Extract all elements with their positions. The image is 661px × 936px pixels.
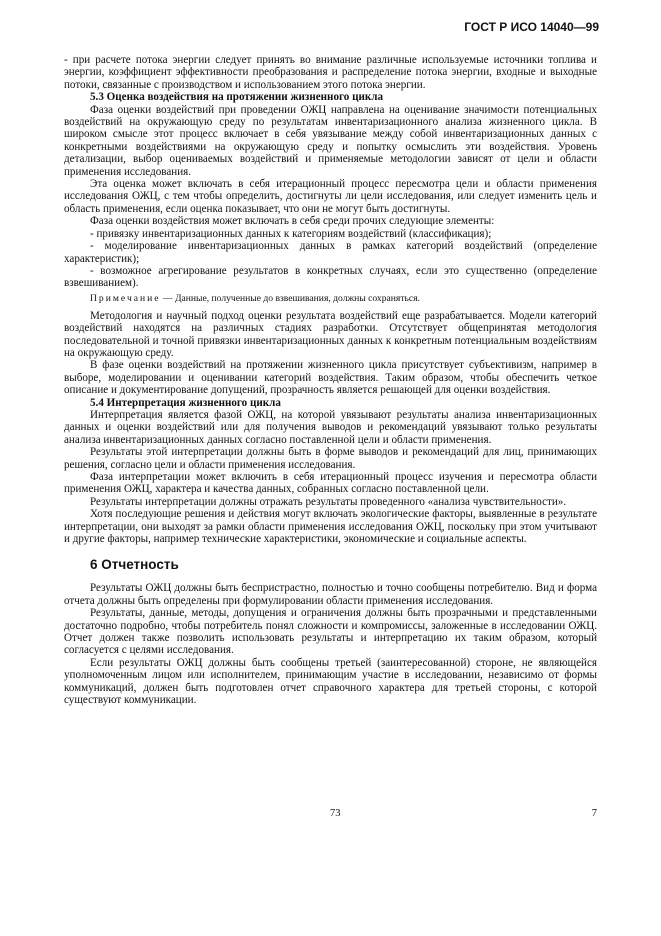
list-item: - привязку инвентаризационных данных к категориям воздействий (классификация); [90,227,492,240]
note-text: — Данные, полученные до взвешивания, должны сохраняться. [160,292,420,304]
paragraph: Методология и научный подход оценки результата воздействий еще разрабатывается. Модели категорий воздействий находятся на различных стадиях разработки. Отсутствует общепринятая методология последовательной и точной привязки инвентаризационных данных к конкретным потенциальным воздействиям на окружающую среду. [64,309,597,359]
sheet-number: 7 [591,808,597,819]
document-body [64,54,597,707]
paragraph: Эта оценка может включать в себя итерационный процесс пересмотра цели и области применения исследования ОЖЦ, с тем чтобы определить, достигнуты ли цели исследования, или следует изменить цель и область применения, если оценка показывает, что они не могут быть достигнуты. [64,178,597,215]
paragraph: Результаты, данные, методы, допущения и ограничения должны быть прозрачными и представленными достаточно подробно, чтобы потребитель понял сложности и компромиссы, заложенные в исследовании ОЖЦ. Отчет должен также позволить использовать результаты и интерпретацию их таким образом, который согласуется с целями исследования. [64,607,597,657]
document-header: ГОСТ Р ИСО 14040—99 [464,20,599,34]
paragraph: Фаза интерпретации может включить в себя итерационный процесс изучения и пересмотра области применения ОЖЦ, характера и качества данных, собранных согласно поставленной цели. [64,471,597,496]
note [64,293,597,305]
paragraph: Результаты интерпретации должны отражать результаты проведенного «анализа чувствительности». [90,495,567,508]
paragraph: Если результаты ОЖЦ должны быть сообщены третьей (заинтересованной) стороне, не являющейся уполномоченным лицом или исполнителем, принимающим участие в исследовании, независимо от формы коммуникаций, должен быть подготовлен отчет справочного характера для третьей стороны, с которой существуют коммуникации. [64,656,597,707]
list-item: - возможное агрегирование результатов в конкретных случаях, если это существенно (определение взвешиванием). [64,264,597,290]
paragraph: Фаза оценки воздействий при проведении ОЖЦ направлена на оценивание значимости потенциальных воздействий на окружающую среду по результатам инвентаризационного анализа жизненного цикла. В широком смысле этот процесс включает в себя увязывание между собой инвентаризационных данных с конкретными воздействиями на окружающую среду и попытку осмыслить эти воздействия. Уровень детализации, выбор оцениваемых воздействий и применяемые методологии зависят от цели и области применения исследования. [64,103,597,178]
paragraph: Результаты этой интерпретации должны быть в форме выводов и рекомендаций для лиц, принимающих решения, согласно цели и области применения исследования. [64,446,597,471]
page-number: 73 [330,808,341,819]
paragraph: Интерпретация является фазой ОЖЦ, на которой увязывают результаты анализа инвентаризационных данных и оценки воздействий или для получения выводов и рекомендаций увязывают только результаты анализа инвентаризационных данных согласно поставленной цели и области применения. [64,408,597,446]
section-heading: 5.4 Интерпретация жизненного цикла [90,396,281,409]
chapter-heading: 6 Отчетность [90,557,179,573]
paragraph: Фаза оценки воздействия может включать в себя среди прочих следующие элементы: [90,215,495,228]
list-item: - моделирование инвентаризационных данных в рамках категорий воздействий (определение характеристик); [64,240,597,265]
section-heading: 5.3 Оценка воздействия на протяжении жизненного цикла [90,91,384,104]
paragraph: Хотя последующие решения и действия могут включать экологические факторы, выявленные в результате интерпретации, они выходят за рамки области применения исследования ОЖЦ, поскольку при этом учитывают и другие факторы, например технические характеристики, экономические и социальные аспекты. [64,508,597,546]
paragraph: - при расчете потока энергии следует принять во внимание различные используемые источники топлива и энергии, коэффициент эффективности преобразования и распределение потока энергии, входные и выходные потоки, связанные с производством и использованием этого потока энергии. [64,54,597,91]
paragraph: В фазе оценки воздействий на протяжении жизненного цикла присутствует субъективизм, например в выборе, моделировании и оценивании категорий воздействия. Таким образом, чтобы обеспечить четкое описание и документирование допущений, прозрачность является решающей для оценки воздействия. [64,359,597,397]
paragraph: Результаты ОЖЦ должны быть беспристрастно, полностью и точно сообщены потребителю. Вид и форма отчета должны быть определены при формулировании области применения исследования. [64,582,597,607]
page-footer [64,808,597,822]
note-label: Примечание [90,292,161,304]
